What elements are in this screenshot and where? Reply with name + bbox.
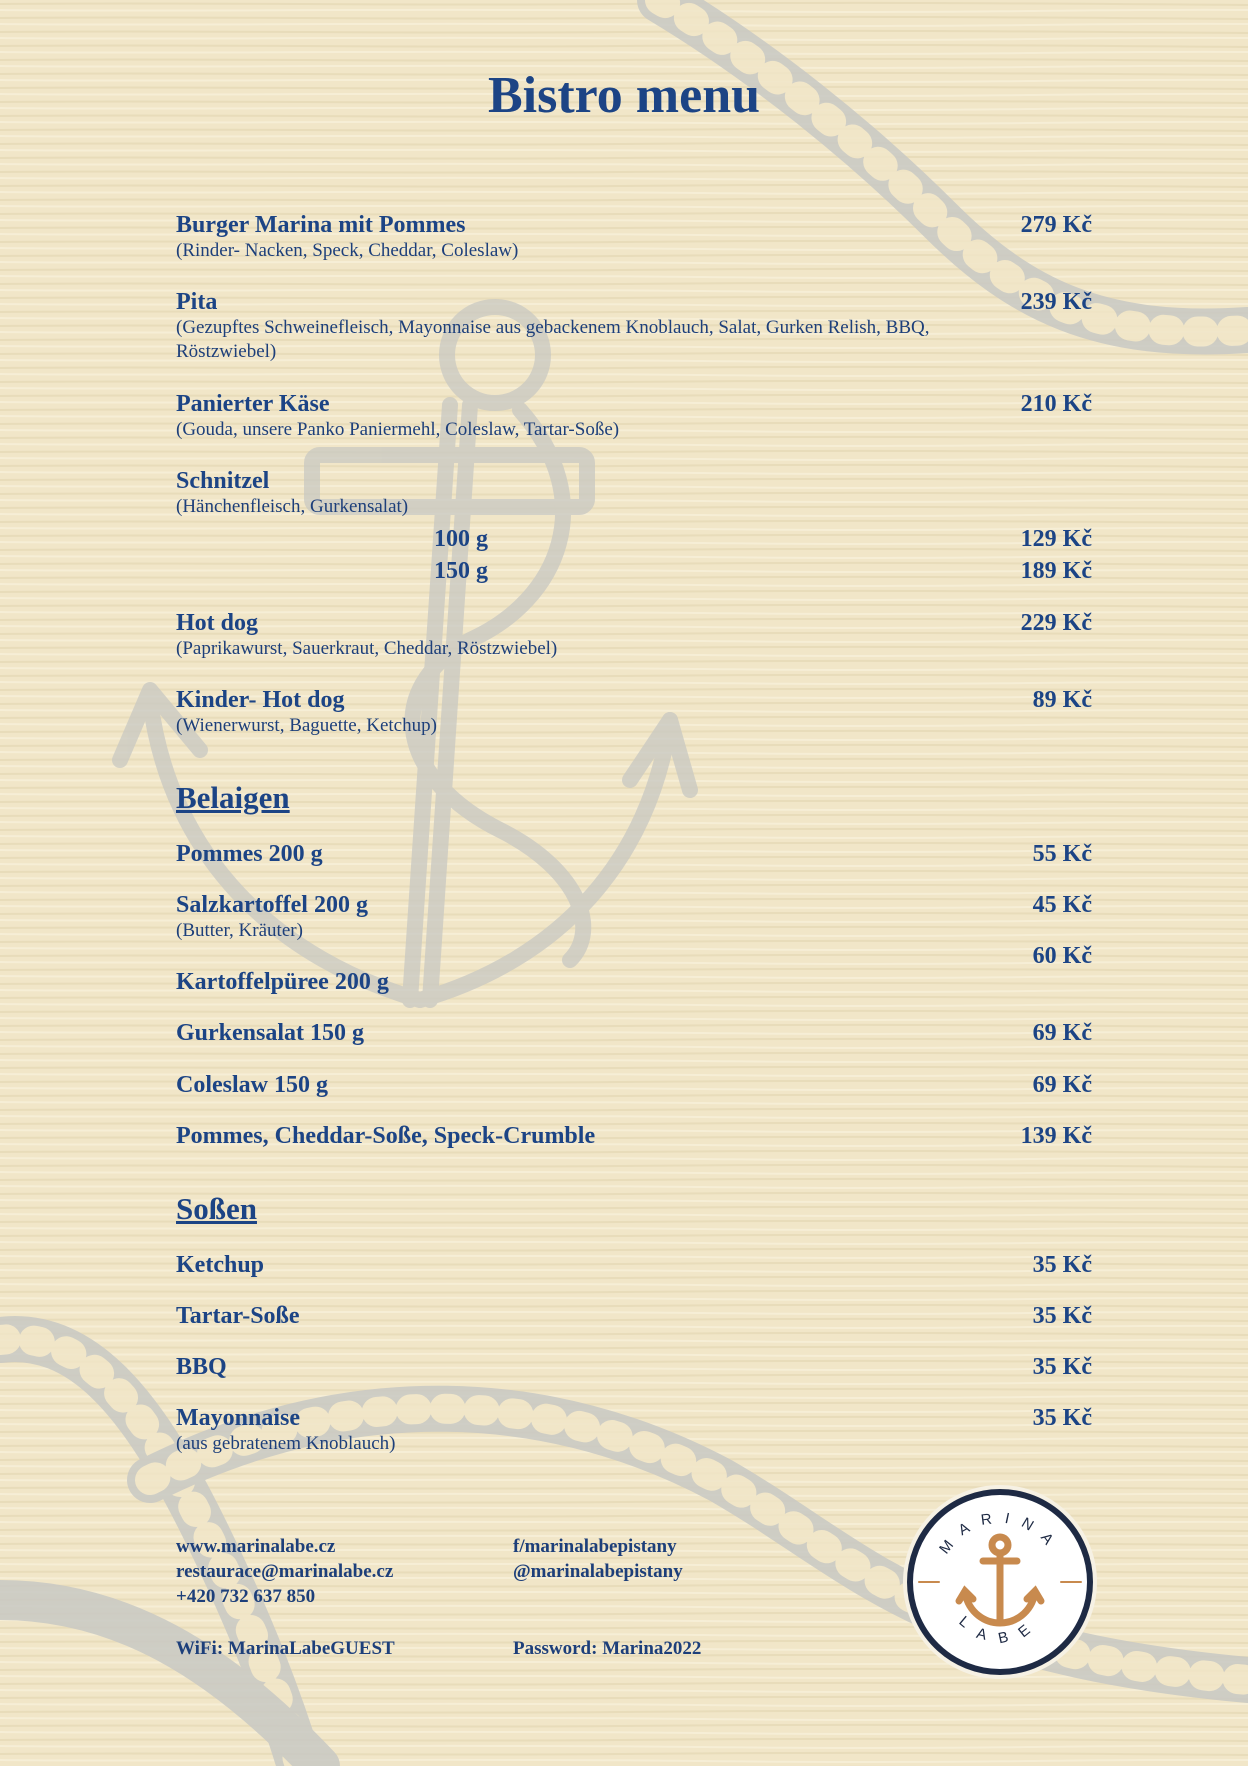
item-price: 55 Kč: [1032, 841, 1092, 867]
item-price: 210 Kč: [1020, 391, 1092, 417]
variant-price: 129 Kč: [1020, 526, 1092, 552]
item-price: 69 Kč: [1032, 1020, 1092, 1046]
email-link[interactable]: restaurace@marinalabe.cz: [176, 1561, 394, 1582]
item-price: 35 Kč: [1032, 1405, 1092, 1431]
item-name: Panierter Käse: [176, 391, 330, 417]
item-name: Pommes 200 g: [176, 841, 323, 867]
menu-item: [176, 840, 1092, 868]
item-name: Pommes, Cheddar-Soße, Speck-Crumble: [176, 1123, 596, 1149]
variant-weight: 150 g: [434, 558, 488, 584]
item-name: Kartoffelpüree 200 g: [176, 969, 389, 995]
menu-item: [176, 609, 1092, 661]
section-heading-sides: Belaigen: [176, 780, 290, 815]
menu-item: [176, 1122, 1092, 1150]
phone-number: +420 732 637 850: [176, 1586, 316, 1607]
menu-item: [176, 1019, 1092, 1047]
item-name: Tartar-Soße: [176, 1303, 300, 1329]
item-name: Gurkensalat 150 g: [176, 1020, 365, 1046]
item-price: 35 Kč: [1032, 1354, 1092, 1380]
item-name: Coleslaw 150 g: [176, 1072, 328, 1098]
item-name: Pita: [176, 289, 218, 315]
section-heading-sauces: Soßen: [176, 1191, 257, 1226]
social-block: [513, 1534, 683, 1584]
menu-item: [176, 467, 1092, 587]
item-description: (Gezupftes Schweinefleisch, Mayonnaise aus gebackenem Knoblauch, Salat, Gurken Relish, BBQ, Röstzwiebel): [176, 317, 930, 362]
item-price: 139 Kč: [1020, 1123, 1092, 1149]
item-price: 69 Kč: [1032, 1072, 1092, 1098]
page-title: Bistro menu: [487, 67, 761, 124]
wifi-name: WiFi: MarinaLabeGUEST: [176, 1638, 395, 1659]
variant-price: 189 Kč: [1020, 558, 1092, 584]
menu-item: [176, 211, 1092, 263]
item-name: Schnitzel: [176, 468, 270, 494]
wifi-password: Password: Marina2022: [513, 1638, 702, 1659]
item-description: (Butter, Kräuter): [176, 920, 303, 941]
logo-bottom-text: LABE: [955, 1612, 1045, 1648]
logo-top-text: MARINA: [936, 1509, 1064, 1558]
item-description: (Wienerwurst, Baguette, Ketchup): [176, 715, 437, 736]
item-description: (aus gebratenem Knoblauch): [176, 1433, 396, 1454]
item-name: Kinder- Hot dog: [176, 687, 345, 713]
item-price: 35 Kč: [1032, 1303, 1092, 1329]
marina-labe-logo: [901, 1483, 1099, 1681]
item-name: Mayonnaise: [176, 1405, 301, 1431]
item-name: Ketchup: [176, 1252, 265, 1278]
item-price: 229 Kč: [1020, 610, 1092, 636]
item-price: 60 Kč: [1032, 943, 1092, 969]
menu-item: [176, 1404, 1092, 1456]
item-name: BBQ: [176, 1354, 227, 1380]
item-description: (Gouda, unsere Panko Paniermehl, Coleslaw, Tartar-Soße): [176, 419, 620, 440]
menu-item: [176, 686, 1092, 738]
item-description: (Paprikawurst, Sauerkraut, Cheddar, Röstzwiebel): [176, 638, 558, 659]
item-name: Salzkartoffel 200 g: [176, 892, 368, 918]
contact-block: [176, 1534, 393, 1609]
instagram-link[interactable]: @marinalabepistany: [513, 1561, 683, 1582]
item-name: Burger Marina mit Pommes: [176, 212, 466, 238]
menu-item: [176, 968, 1092, 996]
menu-item: [176, 1251, 1092, 1279]
item-price: 89 Kč: [1032, 687, 1092, 713]
website-link[interactable]: www.marinalabe.cz: [176, 1536, 336, 1557]
menu-item: [176, 1071, 1092, 1099]
variant-weight: 100 g: [434, 526, 488, 552]
menu-item: [176, 288, 1092, 364]
item-name: Hot dog: [176, 610, 259, 636]
item-description: (Hänchenfleisch, Gurkensalat): [176, 496, 409, 517]
menu-item: [176, 891, 1092, 969]
facebook-link[interactable]: f/marinalabepistany: [513, 1536, 677, 1557]
menu-item: [176, 390, 1092, 442]
item-price: 35 Kč: [1032, 1252, 1092, 1278]
menu-item: [176, 1302, 1092, 1330]
item-price: 279 Kč: [1020, 212, 1092, 238]
item-description: (Rinder- Nacken, Speck, Cheddar, Coleslaw): [176, 240, 519, 261]
item-price: 45 Kč: [1032, 892, 1092, 918]
menu-item: [176, 1353, 1092, 1381]
item-price: 239 Kč: [1020, 289, 1092, 315]
